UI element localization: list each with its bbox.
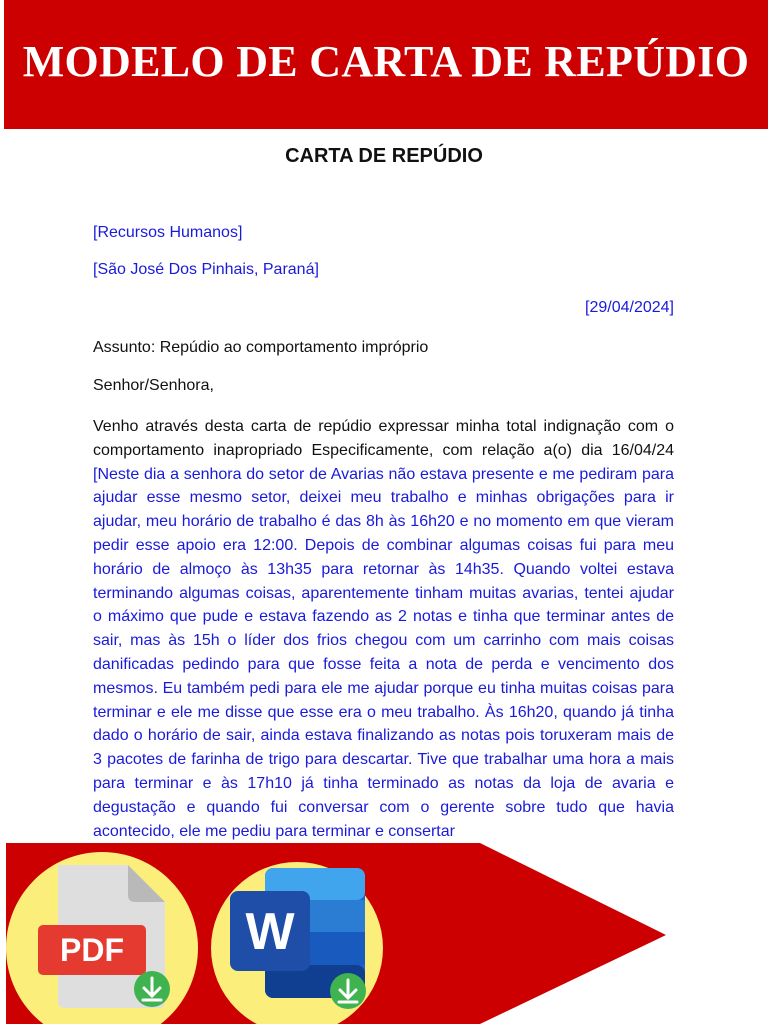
download-arrow-icon bbox=[134, 971, 170, 1007]
letter-details: [Neste dia a senhora do setor de Avarias não estava presente e me pediram para ajudar esse mesmo setor, deixei meu trabalho e minhas obrigações para ir ajudar, meu horário de trabalho é das 8h às 16h20 e no momento em que vieram pedir esse apoio era 12:00. Depois de combinar algumas coisas fui para meu horário de almoço às 13h35 para retornar às 14h35. Quando voltei estava terminando algumas coisas, aparentemente tinham muitas avarias, tentei ajudar o máximo que pude e estava fazendo as 2 notas e tinha que terminar antes de sair, mas às 15h o líder dos frios chegou com um carrinho com mais coisas danificadas pedindo para que fosse feita a nota de perda e vencimento dos mesmos. Eu também pedi para ele me ajudar porque eu tinha muitas coisas para terminar e ele me disse que esse era o meu trabalho. Às 16h20, quando já tinha dado o horário de sair, ainda estava finalizando as notas pois toruxeram mais de 3 pacotes de farinha de trigo para descartar. Tive que trabalhar uma hora a mais para terminar e às 17h10 já tinha terminado as notas da loja de avaria e degustação e quando fui conversar com o gerente sobre tudo que havia acontecido, ele me pediu para terminar e consertar bbox=[93, 465, 674, 840]
subject-line: Assunto: Repúdio ao comportamento impróprio bbox=[93, 339, 429, 356]
location: [São José Dos Pinhais, Paraná] bbox=[93, 261, 319, 278]
download-arrow-icon bbox=[330, 973, 366, 1009]
letter-date: [29/04/2024] bbox=[585, 299, 674, 316]
document-title: CARTA DE REPÚDIO bbox=[285, 145, 483, 167]
recipient: [Recursos Humanos] bbox=[93, 224, 243, 241]
download-footer bbox=[0, 843, 768, 1024]
pdf-label: PDF bbox=[60, 932, 124, 968]
header-banner bbox=[4, 0, 768, 129]
letter-intro: Venho através desta carta de repúdio expressar minha total indignação com o comportamento inapropriado Especificamente, com relação a(o) dia 16/04/24 bbox=[93, 418, 674, 459]
banner-title: MODELO DE CARTA DE REPÚDIO bbox=[22, 37, 750, 86]
word-label: W bbox=[245, 903, 295, 961]
greeting: Senhor/Senhora, bbox=[93, 377, 214, 394]
letter-body bbox=[93, 415, 674, 843]
